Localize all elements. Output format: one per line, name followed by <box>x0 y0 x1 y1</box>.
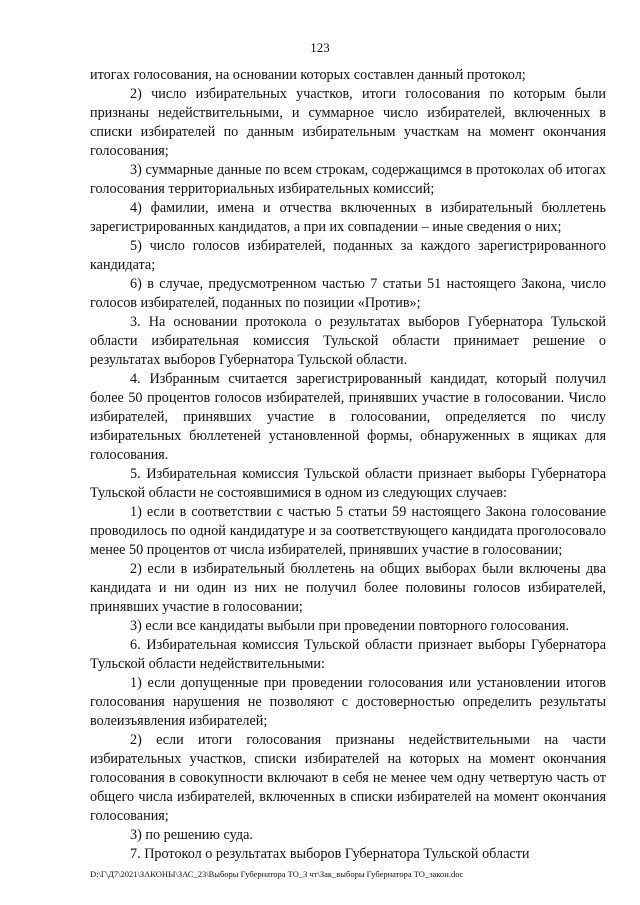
paragraph: 3. На основании протокола о результатах выборов Губернатора Тульской области избирательная комиссия Тульской области принимает решение о результатах выборов Губернатора Тульской области. <box>90 314 606 368</box>
paragraph: 3) суммарные данные по всем строкам, содержащимся в протоколах об итогах голосования территориальных избирательных комиссий; <box>90 162 606 197</box>
page-number: 123 <box>310 40 330 55</box>
paragraph: итогах голосования, на основании которых составлен данный протокол; <box>90 67 526 83</box>
paragraph: 5) число голосов избирателей, поданных за каждого зарегистрированного кандидата; <box>90 238 606 273</box>
paragraph: 1) если в соответствии с частью 5 статьи 59 настоящего Закона голосование проводилось по одной кандидатуре и за соответствующего кандидата проголосовало менее 50 процентов от числа избирателей, принявших участие в голосовании; <box>90 504 606 558</box>
document-body <box>90 66 606 864</box>
paragraph: 3) по решению суда. <box>130 827 253 843</box>
paragraph: 6) в случае, предусмотренном частью 7 статьи 51 настоящего Закона, число голосов избирателей, поданных по позиции «Против»; <box>90 276 606 311</box>
paragraph: 6. Избирательная комиссия Тульской области признает выборы Губернатора Тульской области недействительными: <box>90 637 606 672</box>
paragraph: 2) если итоги голосования признаны недействительными на части избирательных участков, списки избирателей на которых на момент окончания голосования в совокупности включают в себя не менее чем одну четвертую часть от общего числа избирателей, включенных в списки избирателей на момент окончания голосования; <box>90 732 606 824</box>
paragraph: 5. Избирательная комиссия Тульской области признает выборы Губернатора Тульской области не состоявшимися в одном из следующих случаев: <box>90 466 606 501</box>
paragraph: 4. Избранным считается зарегистрированный кандидат, который получил более 50 процентов голосов избирателей, принявших участие в голосовании. Число избирателей, принявших участие в голосовании, определяется по числу избирательных бюллетеней установленной формы, обнаруженных в ящиках для голосования. <box>90 371 606 463</box>
paragraph: 4) фамилии, имена и отчества включенных в избирательный бюллетень зарегистрированных кандидатов, а при их совпадении – иные сведения о них; <box>90 200 606 235</box>
paragraph: 2) число избирательных участков, итоги голосования по которым были признаны недействительными, и суммарное число избирателей, включенных в списки избирателей по данным избирательным участкам на момент окончания голосования; <box>90 86 606 159</box>
paragraph: 3) если все кандидаты выбыли при проведении повторного голосования. <box>130 618 570 634</box>
paragraph: 2) если в избирательный бюллетень на общих выборах были включены два кандидата и ни один из них не получил более половины голосов избирателей, принявших участие в голосовании; <box>90 561 606 615</box>
paragraph: 7. Протокол о результатах выборов Губернатора Тульской области <box>130 846 530 862</box>
file-path-footer: D:\Г\Д7\2021\ЗАКОНЫ\ЗАС_23\Выборы Губернатора ТО_3 чт\Зак_выборы Губернатора ТО_закон.doc <box>90 869 464 879</box>
paragraph: 1) если допущенные при проведении голосования или установлении итогов голосования нарушения не позволяют с достоверностью определить результаты волеизъявления избирателей; <box>90 675 606 729</box>
